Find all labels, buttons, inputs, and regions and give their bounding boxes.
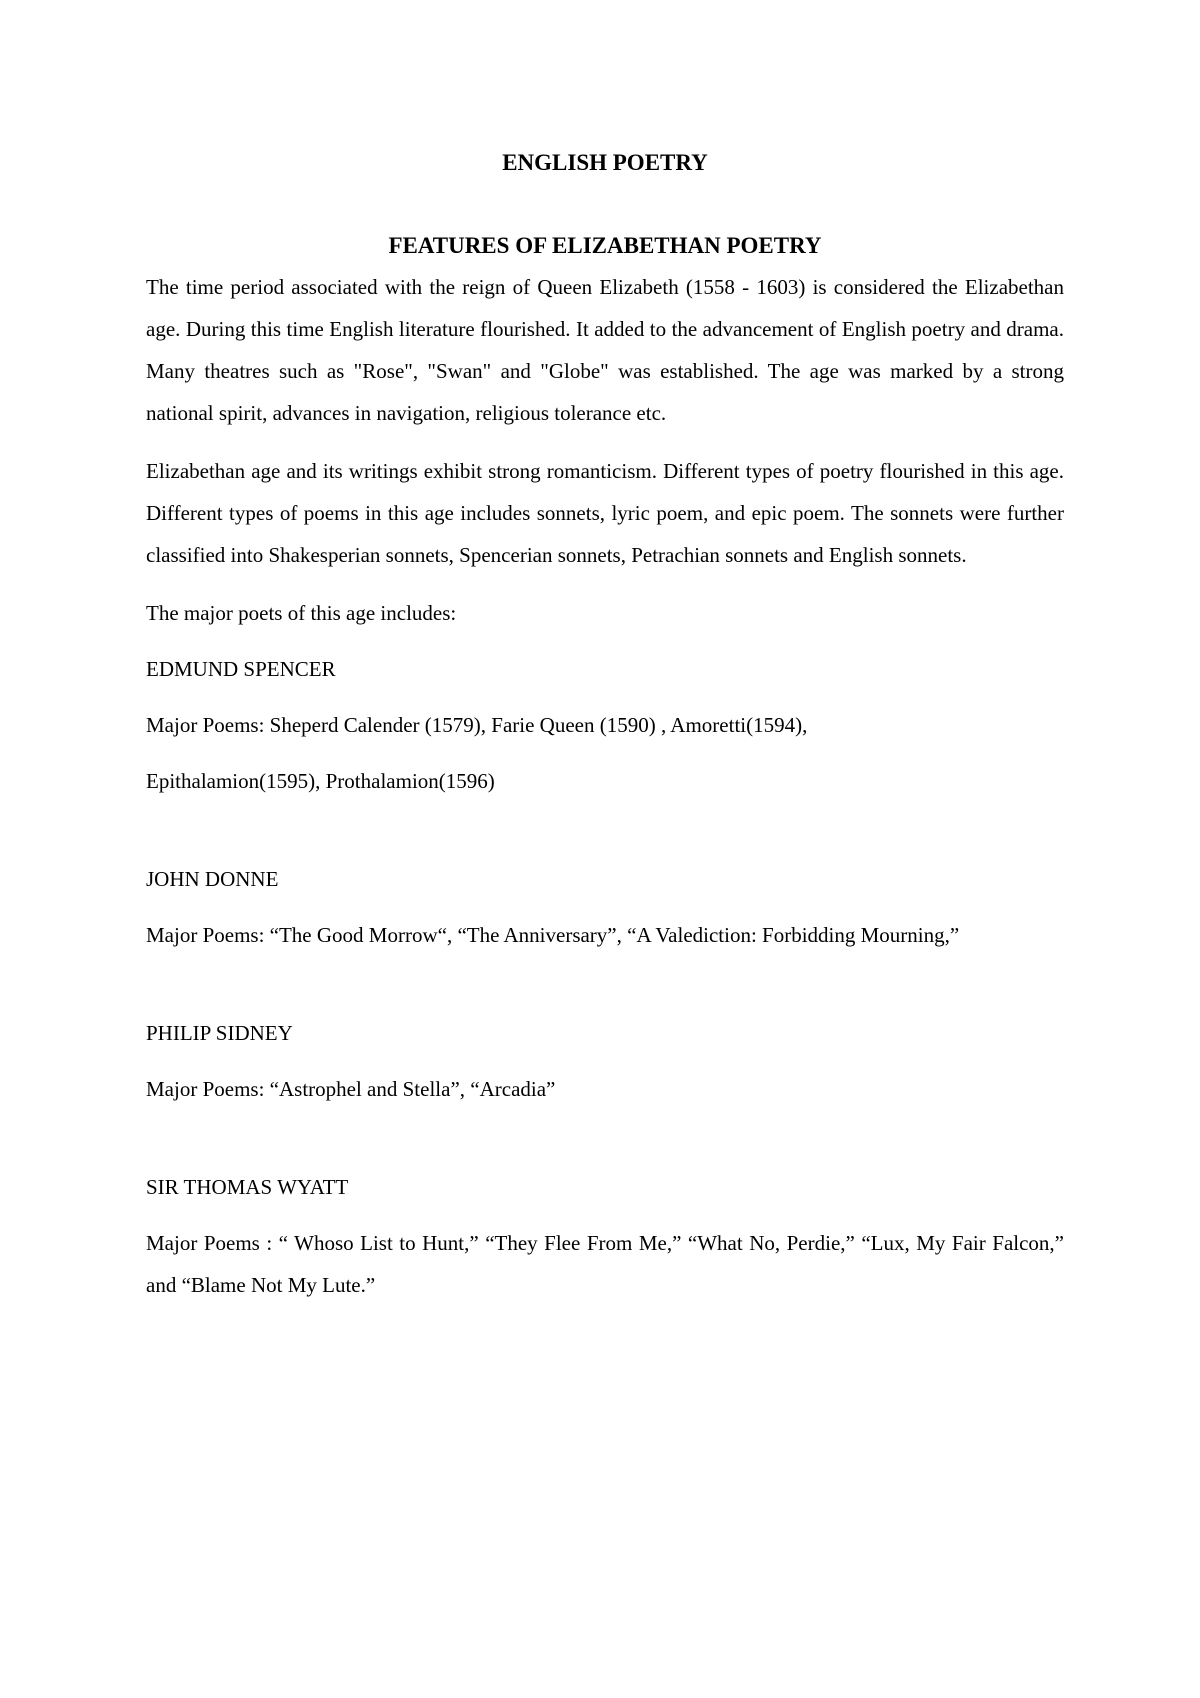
- poet-poems-john-donne: Major Poems: “The Good Morrow“, “The Anniversary”, “A Valediction: Forbidding Mourning,”: [146, 923, 960, 947]
- poet-name-sir-thomas-wyatt: SIR THOMAS WYATT: [146, 1175, 349, 1199]
- poet-poems-edmund-spencer-line-2: Epithalamion(1595), Prothalamion(1596): [146, 769, 495, 793]
- major-poets-intro: The major poets of this age includes:: [146, 601, 457, 625]
- poet-poems-sir-thomas-wyatt: Major Poems : “ Whoso List to Hunt,” “They Flee From Me,” “What No, Perdie,” “Lux, My Fair Falcon,” and “Blame Not My Lute.”: [146, 1231, 1064, 1297]
- poet-name-philip-sidney: PHILIP SIDNEY: [146, 1021, 293, 1045]
- poet-name-john-donne: JOHN DONNE: [146, 867, 279, 891]
- romanticism-paragraph: Elizabethan age and its writings exhibit strong romanticism. Different types of poetry flourished in this age. Different types of poems in this age includes sonnets, lyric poem, and epic poem. The sonnets were further classified into Shakesperian sonnets, Spencerian sonnets, Petrachian sonnets and English sonnets.: [146, 459, 1064, 567]
- section-heading: FEATURES OF ELIZABETHAN POETRY: [388, 233, 822, 258]
- poet-name-edmund-spencer: EDMUND SPENCER: [146, 657, 336, 681]
- poet-poems-philip-sidney: Major Poems: “Astrophel and Stella”, “Arcadia”: [146, 1077, 556, 1101]
- intro-paragraph: The time period associated with the reign of Queen Elizabeth (1558 - 1603) is considered the Elizabethan age. During this time English literature flourished. It added to the advancement of English poetry and drama. Many theatres such as "Rose", "Swan" and "Globe" was established. The age was marked by a strong national spirit, advances in navigation, religious tolerance etc.: [146, 275, 1064, 425]
- document-title: ENGLISH POETRY: [502, 150, 708, 175]
- document-page: [146, 140, 1064, 1306]
- poet-poems-edmund-spencer-line-1: Major Poems: Sheperd Calender (1579), Farie Queen (1590) , Amoretti(1594),: [146, 713, 808, 737]
